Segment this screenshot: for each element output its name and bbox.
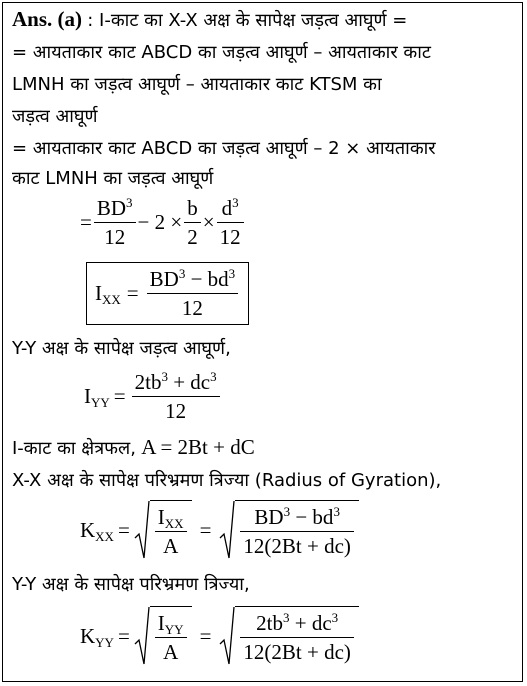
text-line-area: I-काट का क्षेत्रफल, A = 2Bt + dC bbox=[12, 435, 255, 459]
answer-label: Ans. (a) bbox=[12, 7, 83, 31]
text-line-5: = आयताकार काट ABCD का जड़त्व आघूर्ण – 2 × आयताकार bbox=[12, 138, 436, 159]
text-line-2: = आयताकार काट ABCD का जड़त्व आघूर्ण – आयताकार काट bbox=[12, 42, 431, 63]
fraction-ixx: $\frac{BD^3 - bd^3}{12}$ bbox=[147, 267, 239, 320]
sqrt-iyy-over-a: $\frac{I_{YY}}{A}$ bbox=[134, 606, 192, 666]
sqrt-kxx-expanded: $\frac{BD^3 - bd^3}{12(2Bt + dc)}$ bbox=[219, 500, 359, 560]
fraction-iyy: $\frac{2tb^3 + dc^3}{12}$ bbox=[132, 370, 220, 423]
equation-kyy: $K_{YY}$ = $\frac{I_{YY}}{A}$ = $\frac{2tb^3 + dc^3}{12(2Bt + dc)}$ bbox=[80, 606, 359, 666]
operator-minus-two: − 2 × bbox=[137, 210, 183, 234]
text-line-radius-yy: Y-Y अक्ष के सापेक्ष परिभ्रमण त्रिज्या, bbox=[12, 574, 250, 595]
sqrt-ixx-over-a: $\frac{I_{XX}}{A}$ bbox=[134, 500, 192, 560]
radical-sign bbox=[134, 500, 150, 560]
equation-kxx: $K_{XX}$ = $\frac{I_{XX}}{A}$ = $\frac{BD^3 - bd^3}{12(2Bt + dc)}$ bbox=[80, 500, 359, 560]
equals-sign: = bbox=[80, 210, 92, 234]
fraction-d3-12: $\frac{d^3}{12}$ bbox=[217, 196, 244, 249]
text-line-4: जड़त्व आघूर्ण bbox=[12, 106, 98, 127]
text-line-yy: Y-Y अक्ष के सापेक्ष जड़त्व आघूर्ण, bbox=[12, 338, 231, 359]
fraction-bd3-12: $\frac{BD^3}{12}$ bbox=[94, 196, 136, 249]
sqrt-kyy-expanded: $\frac{2tb^3 + dc^3}{12(2Bt + dc)}$ bbox=[219, 606, 359, 666]
text-line-3: LMNH का जड़त्व आघूर्ण – आयताकार काट KTSM का bbox=[12, 74, 382, 95]
answer-line-1 bbox=[12, 6, 407, 34]
radical-sign bbox=[219, 500, 235, 560]
fraction-b-2: $\frac{b}{2}$ bbox=[184, 196, 201, 249]
text-line-6: काट LMNH का जड़त्व आघूर्ण bbox=[12, 168, 214, 189]
text-line-radius-xx: X-X अक्ष के सापेक्ष परिभ्रमण त्रिज्या (Radius of Gyration), bbox=[12, 470, 442, 491]
times-sign: × bbox=[202, 210, 215, 234]
boxed-result: $I_{XX}$ = $\frac{BD^3 - bd^3}{12}$ bbox=[86, 262, 249, 325]
equation-ixx-boxed bbox=[86, 262, 249, 325]
equation-iyy: $I_{YY}$ = $\frac{2tb^3 + dc^3}{12}$ bbox=[84, 370, 222, 423]
radical-sign bbox=[219, 606, 235, 666]
intro-text: : I-काट का X-X अक्ष के सापेक्ष जड़त्व आघूर्ण = bbox=[87, 10, 408, 31]
radical-sign bbox=[134, 606, 150, 666]
equation-ixx-expanded bbox=[80, 196, 246, 249]
